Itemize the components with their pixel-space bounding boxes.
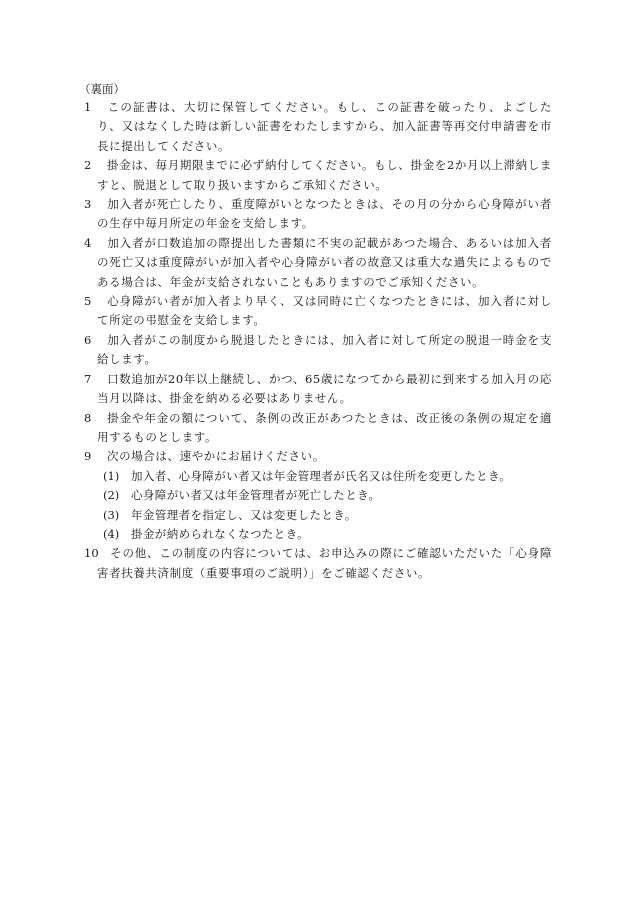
item-number: 4 [84,235,92,250]
sub-item-number: (3) [103,507,120,522]
sub-list-item [84,467,552,486]
sub-item-text: 年金管理者を指定し、又は変更したとき。 [131,507,357,522]
item-number: 9 [84,449,92,464]
item-text: 加入者がこの制度から脱退したときには、加入者に対して所定の脱退一時金を支給します。 [97,332,552,367]
list-item [84,98,552,156]
sub-item-number: (2) [103,488,120,503]
item-text: その他、この制度の内容については、お申込みの際にご確認いただいた「心身障害者扶養共済制度（重要事項のご説明）」をご確認ください。 [97,546,552,580]
list-item [78,544,552,583]
item-number: 5 [84,294,92,309]
item-text: この証書は、大切に保管してください。もし、この証書を破ったり、よごしたり、又はなくした時は新しい証書をわたしますから、加入証書等再交付申請書を市長に提出してください。 [97,100,552,153]
item-number: 10 [84,546,99,561]
list-item [84,195,552,234]
list-item [84,409,552,448]
item-text: 加入者が口数追加の際提出した書類に不実の記載があつた場合、あるいは加入者の死亡又は重度障がいが加入者や心身障がい者の故意又は重大な過失によるものである場合は、年金が支給されないこともありますのでご承知ください。 [97,235,552,289]
list-item [84,370,552,409]
sub-item-text: 加入者、心身障がい者又は年金管理者が氏名又は住所を変更したとき。 [131,468,512,483]
sub-list-item [84,486,552,505]
item-number: 1 [84,100,92,114]
item-text: 口数追加が20年以上継続し、かつ、65歳になつてから最初に到来する加入月の応当月以降は、掛金を納める必要はありません。 [97,371,552,406]
list-item [84,234,552,292]
page-heading: （裏面） [79,82,125,96]
item-text: 掛金は、毎月期限までに必ず納付してください。もし、掛金を2か月以上滞納しますと、脱退として取り扱いますからご承知ください。 [97,158,552,192]
item-text: 加入者が死亡したり、重度障がいとなつたときは、その月の分から心身障がい者の生存中毎月所定の年金を支給します。 [97,197,552,231]
item-number: 8 [84,410,92,425]
sub-list-item [84,506,552,525]
sub-item-text: 掛金が納められなくなつたとき。 [131,526,310,541]
sub-item-number: (1) [103,468,120,483]
item-number: 3 [84,197,92,212]
item-text: 心身障がい者が加入者より早く、又は同時に亡くなつたときには、加入者に対して所定の弔慰金を支給します。 [97,294,552,328]
sub-item-number: (4) [103,526,120,541]
terms-list [84,98,552,583]
list-item [84,331,552,370]
list-item [84,447,552,466]
sub-item-text: 心身障がい者又は年金管理者が死亡したとき。 [131,488,381,503]
item-number: 7 [84,371,92,386]
list-item [84,156,552,195]
list-item [84,292,552,331]
item-text: 次の場合は、速やかにお届けください。 [107,449,325,464]
item-number: 2 [84,158,92,173]
item-text: 掛金や年金の額について、条例の改正があつたときは、改正後の条例の規定を適用するものとします。 [97,410,552,444]
sub-list-item [84,525,552,544]
item-number: 6 [84,332,92,347]
